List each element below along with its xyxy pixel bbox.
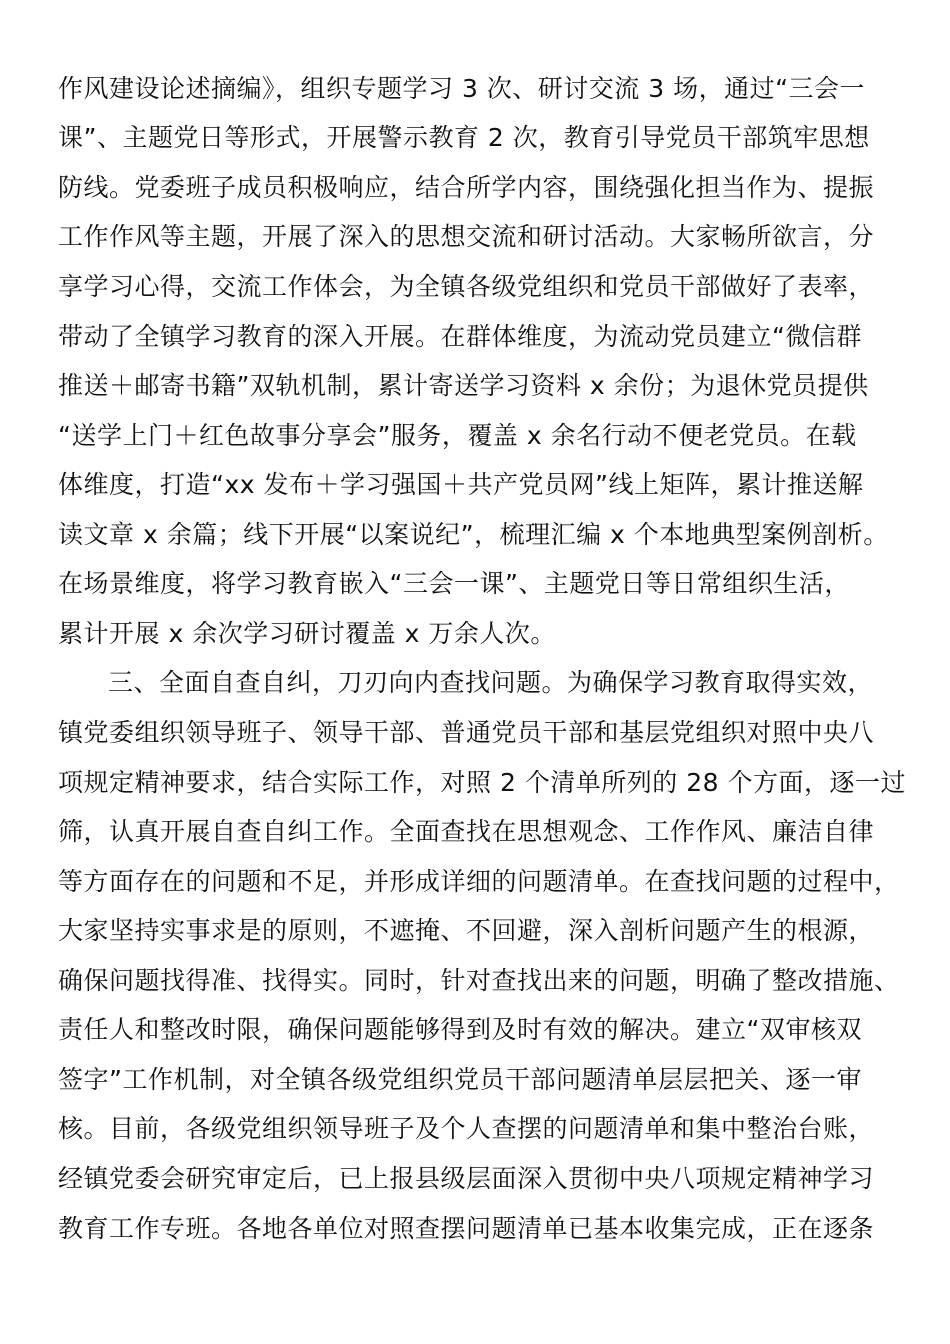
text-line: 签字”工作机制，对全镇各级党组织党员干部问题清单层层把关、逐一审 [58,1065,862,1094]
text-line: 核。目前，各级党组织领导班子及个人查摆的问题清单和集中整治台账， [58,1114,875,1143]
text-line: “送学上门＋红色故事分享会”服务，覆盖 x 余名行动不便老党员。在载 [58,421,857,450]
text-line: 累计开展 x 余次学习研讨覆盖 x 万余人次。 [58,619,556,648]
text-line: 大家坚持实事求是的原则，不遮掩、不回避，深入剖析问题产生的根源， [58,916,875,945]
text-line: 确保问题找得准、找得实。同时，针对查找出来的问题，明确了整改措施、 [58,966,900,995]
text-line: 课”、主题党日等形式，开展警示教育 2 次，教育引导党员干部筑牢思想 [58,123,870,152]
text-line: 教育工作专班。各地各单位对照查摆问题清单已基本收集完成，正在逐条 [58,1214,875,1243]
text-line: 项规定精神要求，结合实际工作，对照 2 个清单所列的 28 个方面，逐一过 [58,768,907,797]
text-line: 推送＋邮寄书籍”双轨机制，累计寄送学习资料 x 余份；为退休党员提供 [58,371,869,400]
text-line: 责任人和整改时限，确保问题能够得到及时有效的解决。建立“双审核双 [58,1015,862,1044]
text-line: 享学习心得，交流工作体会，为全镇各级党组织和党员干部做好了表率， [58,272,875,301]
text-line: 作风建设论述摘编》，组织专题学习 3 次、研讨交流 3 场，通过“三会一 [58,74,866,103]
section-heading-line: 三、全面自查自纠，刀刃向内查找问题。为确保学习教育取得实效， [108,668,874,697]
text-line: 在场景维度，将学习教育嵌入“三会一课”、主题党日等日常组织生活， [58,569,850,598]
text-line: 等方面存在的问题和不足，并形成详细的问题清单。在查找问题的过程中， [58,867,900,896]
text-line: 筛，认真开展自查自纠工作。全面查找在思想观念、工作作风、廉洁自律 [58,817,875,846]
text-line: 体维度，打造“xx 发布＋学习强国＋共产党员网”线上矩阵，累计推送解 [58,470,864,499]
text-line: 读文章 x 余篇；线下开展“以案说纪”，梳理汇编 x 个本地典型案例剖析。 [58,520,889,549]
text-line: 带动了全镇学习教育的深入开展。在群体维度，为流动党员建立“微信群 [58,322,862,351]
text-line: 防线。党委班子成员积极响应，结合所学内容，围绕强化担当作为、提振 [58,173,875,202]
text-line: 镇党委组织领导班子、领导干部、普通党员干部和基层党组织对照中央八 [58,718,875,747]
text-line: 经镇党委会研究审定后，已上报县级层面深入贯彻中央八项规定精神学习 [58,1164,875,1193]
text-line: 工作作风等主题，开展了深入的思想交流和研讨活动。大家畅所欲言，分 [58,222,875,251]
